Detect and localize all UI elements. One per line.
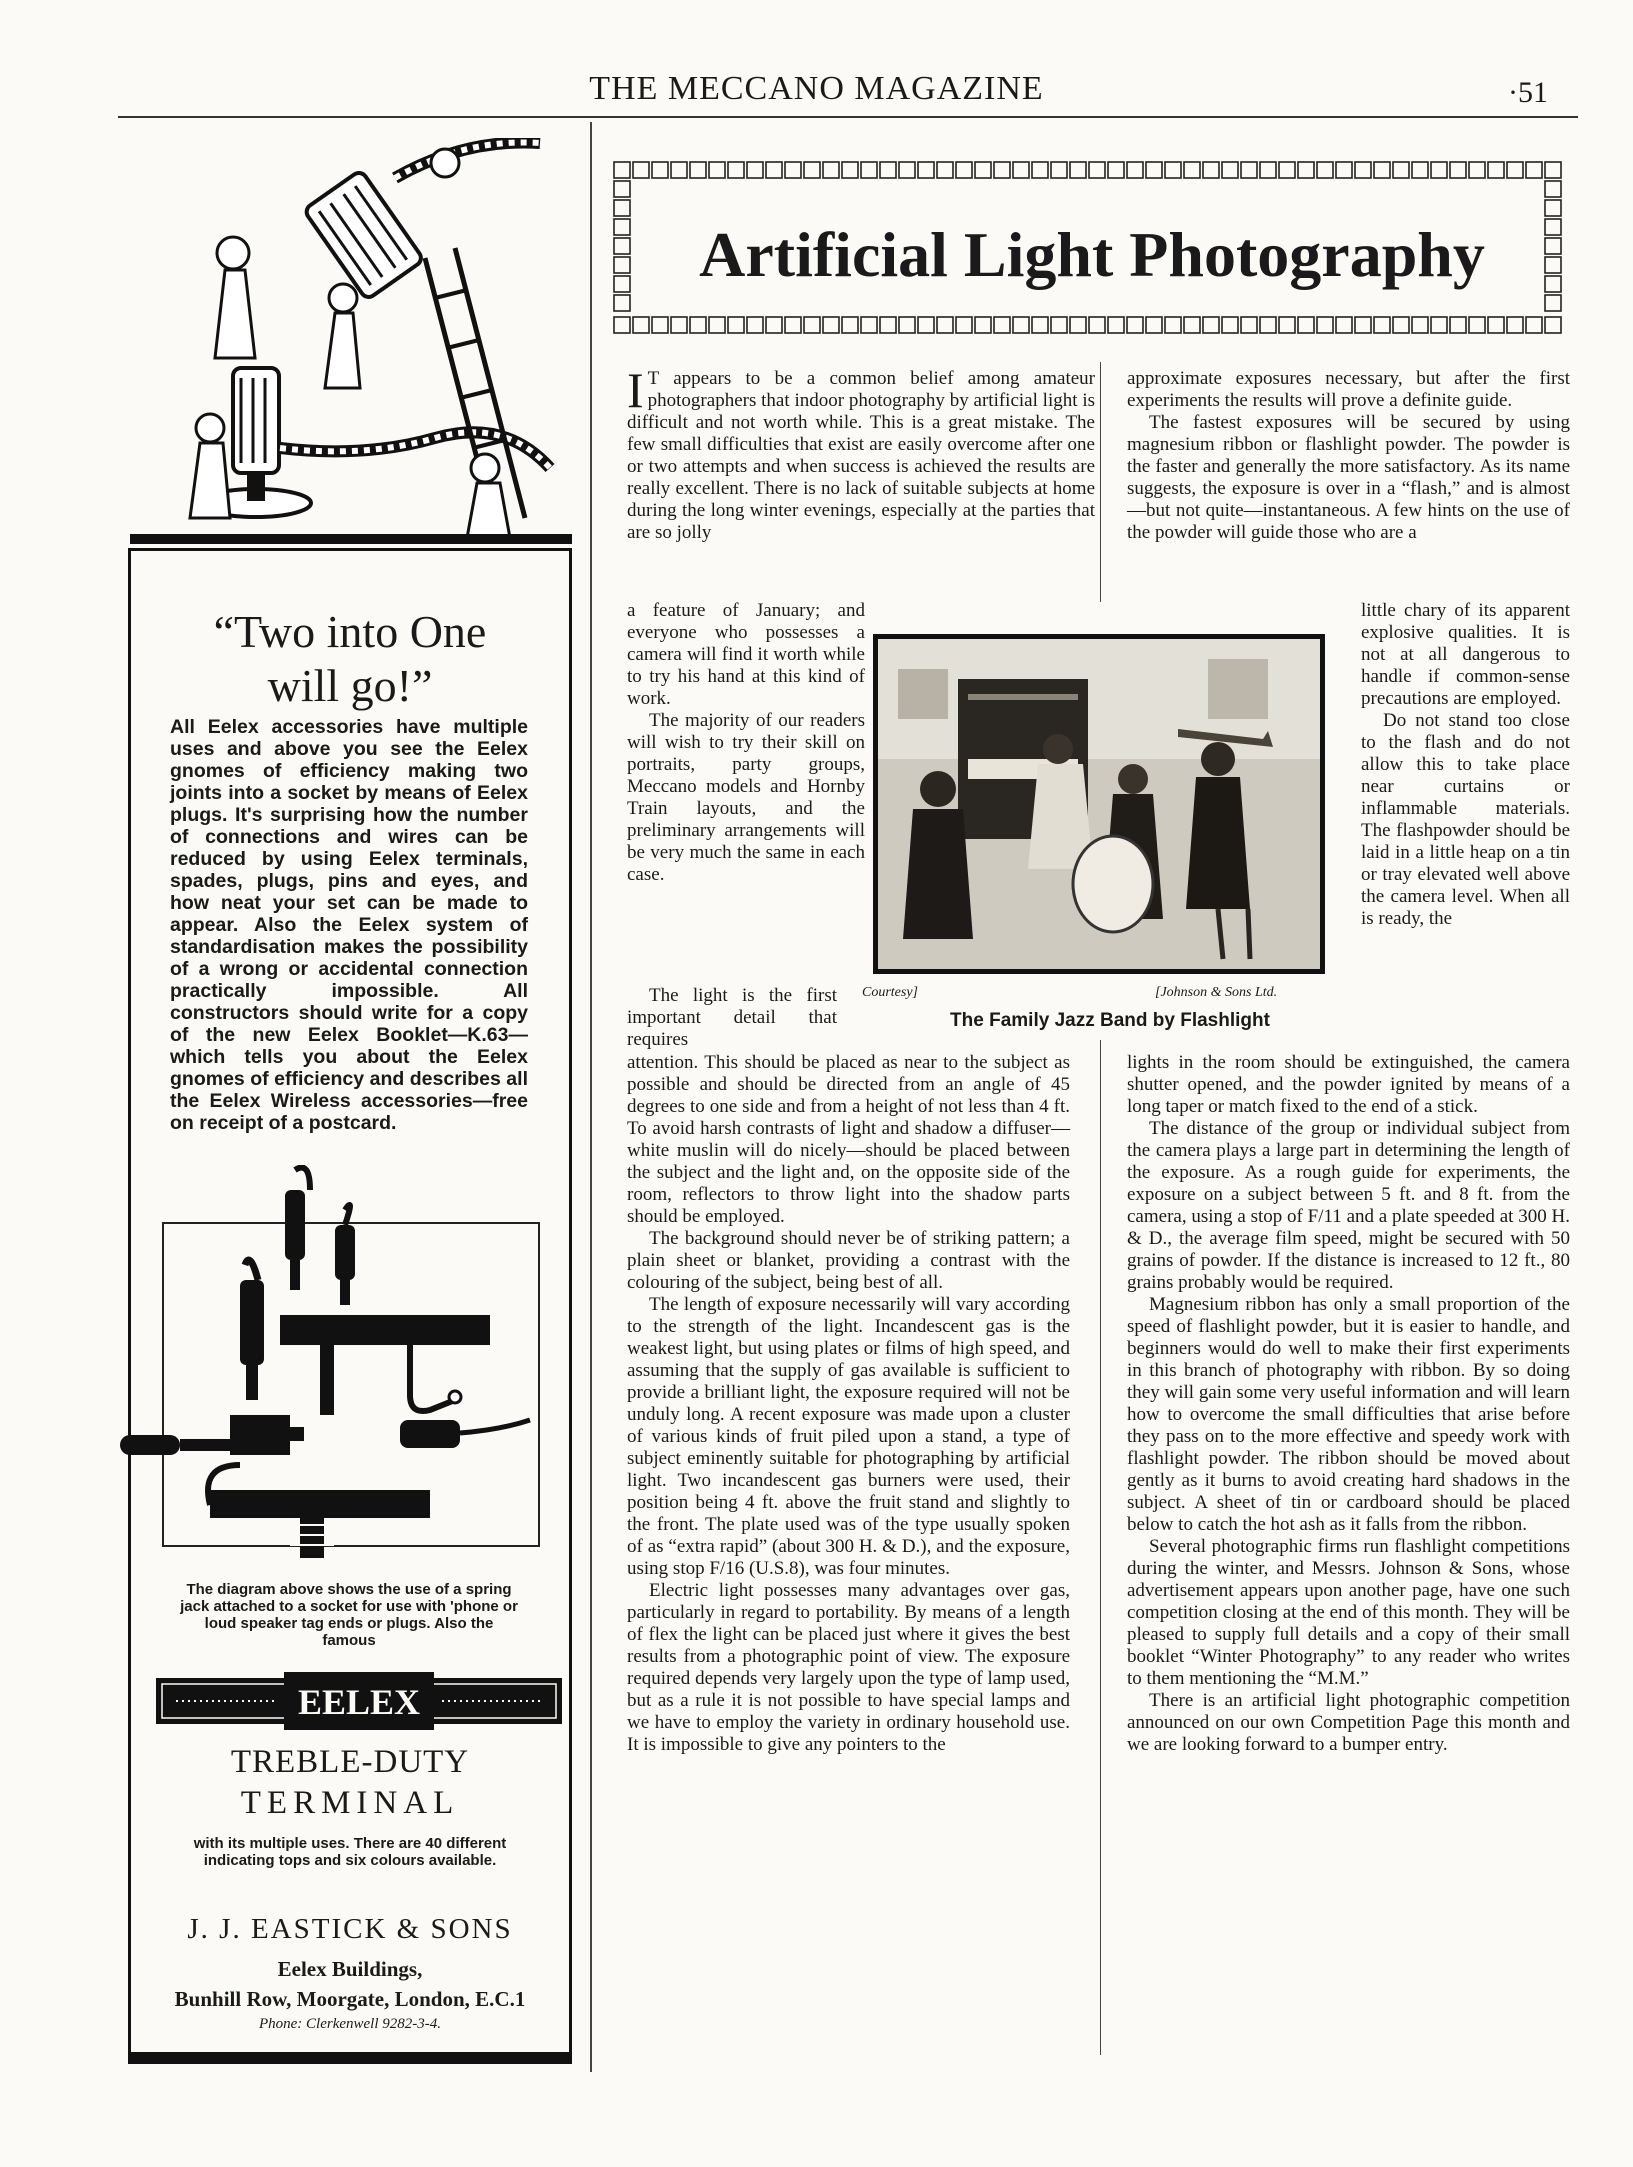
border-square bbox=[690, 317, 706, 333]
border-square bbox=[918, 162, 934, 178]
paragraph: The length of exposure necessarily will vary according to the strength of the light. Incandescent gas is the weakest light, but using plates or films of high speed, and assuming that the supply of gas available is sufficient to provide a brilliant light, the exposure required will not be unduly long. A recent exposure was made upon a cluster of various kinds of fruit piled upon a stand, a type of subject eminently suitable for photographing by artificial light. Two incandescent gas burners were used, their position being 4 ft. above the fruit stand and slightly to the front. The plate used was of the type usually spoken of as “extra rapid” (about 300 H. & D.), and the exposure, using stop F/16 (U.S.8), was four minutes. bbox=[627, 1294, 1070, 1579]
border-square bbox=[956, 162, 972, 178]
border-square bbox=[1241, 317, 1257, 333]
border-square bbox=[1469, 317, 1485, 333]
border-square bbox=[1469, 162, 1485, 178]
paragraph: The distance of the group or individual subject from the camera plays a large part in determining the length of the exposure. As a rough guide for experiments, the exposure on a subject between 5 ft. and 8 ft. from the camera, using a stop of F/11 and a plate speeded at 300 H. & D., the average film speed, might be secured with 50 grains of powder. If the distance is increased to 12 ft., 80 grains probably would be required. bbox=[1127, 1118, 1570, 1293]
diagram-caption: The diagram above shows the use of a spring jack attached to a socket for use with 'phone or loud speaker tag ends or plugs. Also the famous bbox=[180, 1581, 518, 1649]
column-rule bbox=[1100, 1040, 1101, 2055]
border-square bbox=[1431, 162, 1447, 178]
border-square bbox=[1108, 162, 1124, 178]
border-square bbox=[1203, 317, 1219, 333]
paragraph: The light is the first important detail that requires bbox=[627, 985, 837, 1050]
border-square bbox=[1146, 162, 1162, 178]
paragraph: The fastest exposures will be secured by using magnesium ribbon or flashlight powder. The powder is the faster and generally the more satisfactory. As its name suggests, the exposure is over in a “flash,” and is almost—but not quite—instantaneous. A few hints on the use of the powder will guide those who are a bbox=[1127, 412, 1570, 543]
border-square bbox=[1336, 162, 1352, 178]
right-narrow-column bbox=[1361, 600, 1570, 930]
border-square bbox=[1260, 317, 1276, 333]
border-square bbox=[1013, 162, 1029, 178]
border-square bbox=[861, 317, 877, 333]
address-line1: Eelex Buildings, bbox=[277, 1957, 423, 1981]
border-square bbox=[899, 317, 915, 333]
photo-caption: The Family Jazz Band by Flashlight bbox=[950, 1010, 1270, 1031]
border-square bbox=[994, 162, 1010, 178]
intro-text: T appears to be a common belief among amateur photographers that indoor photography by artificial light is difficult and not worth while. This is a great mistake. The few small difficulties that exist are easily overcome after one or two attempts and when success is achieved the results are really excellent. There is no lack of suitable subjects at home during the long winter evenings, especially at the parties that are so jolly bbox=[627, 368, 1095, 543]
page-number: ·51 bbox=[1508, 76, 1548, 109]
border-square bbox=[728, 162, 744, 178]
border-square bbox=[823, 162, 839, 178]
border-square bbox=[1374, 162, 1390, 178]
right-column-bottom bbox=[1127, 1052, 1570, 1756]
border-square bbox=[1488, 317, 1504, 333]
magazine-title: THE MECCANO MAGAZINE bbox=[589, 70, 1044, 107]
paragraph: The background should never be of striking pattern; a plain sheet or blanket, providing a contrast with the colouring of the subject, being best of all. bbox=[627, 1228, 1070, 1293]
border-square bbox=[633, 162, 649, 178]
ad-body-text: All Eelex accessories have multiple uses and above you see the Eelex gnomes of efficiency making two joints into a socket by means of Eelex plugs. It's surprising how the number of connections and wires can be reduced by using Eelex terminals, spades, plugs, pins and eyes, and how neat your set can be made to appear. Also the Eelex system of standardisation makes the possibility of a wrong or accidental connection practically impossible. All constructors should write for a copy of the new Eelex Booklet—K.63—which tells you about the Eelex gnomes of efficiency and describes all the Eelex Wireless accessories—free on receipt of a postcard. bbox=[170, 716, 528, 1134]
border-square bbox=[918, 317, 934, 333]
article-title: Artificial Light Photography bbox=[699, 219, 1485, 290]
photo-courtesy: Courtesy] bbox=[862, 985, 918, 1000]
ad-headline-line2: will go!” bbox=[267, 660, 433, 711]
border-square bbox=[1317, 162, 1333, 178]
border-square bbox=[1450, 162, 1466, 178]
border-square bbox=[633, 317, 649, 333]
border-square bbox=[614, 317, 630, 333]
paragraph: There is an artificial light photographic competition announced on our own Competition Page this month and we are looking forward to a bumper entry. bbox=[1127, 1690, 1570, 1755]
border-square bbox=[899, 162, 915, 178]
border-square bbox=[1412, 162, 1428, 178]
border-square bbox=[1393, 317, 1409, 333]
border-square bbox=[1260, 162, 1276, 178]
border-square bbox=[823, 317, 839, 333]
border-square bbox=[747, 317, 763, 333]
border-square bbox=[766, 317, 782, 333]
paragraph: The majority of our readers will wish to try their skill on portraits, party groups, Meccano models and Hornby Train layouts, and the preliminary arrangements will be very much the same in each case. bbox=[627, 710, 865, 885]
ad-top-bar bbox=[130, 534, 572, 544]
logo-text: EELEX bbox=[297, 1682, 421, 1722]
column-rule bbox=[1100, 362, 1101, 602]
header-rule bbox=[118, 116, 1578, 118]
border-square bbox=[1127, 162, 1143, 178]
paragraph: Electric light possesses many advantages over gas, particularly in regard to portability. By means of a length of flex the light can be placed just where it gives the best results from a photographic point of view. The exposure required depends very largely upon the type of lamp used, but as a rule it is not possible to have special lamps and we have to employ the variety in ordinary household use. It is impossible to give any pointers to the bbox=[627, 1580, 1070, 1755]
border-square bbox=[1146, 317, 1162, 333]
column-divider bbox=[590, 122, 592, 2072]
paragraph: approximate exposures necessary, but after the first experiments the results will prove a definite guide. bbox=[1127, 368, 1570, 411]
border-square bbox=[880, 317, 896, 333]
border-square bbox=[1545, 181, 1561, 197]
middle-narrow-column bbox=[627, 600, 865, 886]
border-square bbox=[1279, 162, 1295, 178]
border-square bbox=[671, 162, 687, 178]
ad-bottom-bar bbox=[128, 2052, 572, 2064]
border-square bbox=[614, 200, 630, 216]
border-square bbox=[1089, 162, 1105, 178]
border-square bbox=[1203, 162, 1219, 178]
border-square bbox=[842, 317, 858, 333]
border-square bbox=[1298, 317, 1314, 333]
border-square bbox=[956, 317, 972, 333]
border-square bbox=[690, 162, 706, 178]
border-square bbox=[1336, 317, 1352, 333]
border-square bbox=[709, 317, 725, 333]
border-square bbox=[1127, 317, 1143, 333]
paragraph: little chary of its apparent explosive qualities. It is not at all dangerous to handle if common-sense precautions are employed. bbox=[1361, 600, 1570, 709]
right-column-top bbox=[1127, 368, 1570, 544]
border-square bbox=[1488, 162, 1504, 178]
border-square bbox=[1431, 317, 1447, 333]
border-square bbox=[652, 317, 668, 333]
drop-cap: I bbox=[627, 362, 644, 418]
border-square bbox=[1184, 162, 1200, 178]
photo-image bbox=[878, 639, 1320, 969]
product-description: with its multiple uses. There are 40 different indicating tops and six colours available. bbox=[193, 1835, 507, 1869]
border-square bbox=[1032, 317, 1048, 333]
border-square bbox=[614, 295, 630, 311]
photo-credit: [Johnson & Sons Ltd. bbox=[1155, 985, 1278, 1000]
border-square bbox=[766, 162, 782, 178]
eelex-logo bbox=[156, 1672, 562, 1730]
border-square bbox=[1032, 162, 1048, 178]
border-square bbox=[1013, 317, 1029, 333]
border-square bbox=[1279, 317, 1295, 333]
border-square bbox=[842, 162, 858, 178]
border-square bbox=[880, 162, 896, 178]
border-square bbox=[1355, 317, 1371, 333]
border-square bbox=[1526, 162, 1542, 178]
border-square bbox=[1241, 162, 1257, 178]
ad-headline bbox=[140, 605, 560, 713]
border-square bbox=[804, 317, 820, 333]
article-intro bbox=[627, 362, 1095, 544]
border-square bbox=[1355, 162, 1371, 178]
border-square bbox=[1070, 317, 1086, 333]
border-square bbox=[785, 317, 801, 333]
border-square bbox=[975, 162, 991, 178]
border-square bbox=[861, 162, 877, 178]
border-square bbox=[709, 162, 725, 178]
border-square bbox=[804, 162, 820, 178]
paragraph: Magnesium ribbon has only a small proportion of the speed of flashlight powder, but it is easier to handle, and beginners would do well to make their first experiments in this branch of photography with ribbon. By so doing they will gain some very useful information and will learn how to overcome the small difficulties that arise before they pass on to the more effective and speedy work with flashlight powder. The ribbon should be moved about gently as it burns to avoid creating hard shadows in the subject. A sheet of tin or cardboard should be placed below to catch the hot ash as it falls from the ribbon. bbox=[1127, 1294, 1570, 1535]
border-square bbox=[1374, 317, 1390, 333]
border-square bbox=[1545, 162, 1561, 178]
middle-column-bottom bbox=[627, 1052, 1070, 1756]
paragraph: lights in the room should be extinguished, the camera shutter opened, and the powder ignited by means of a long taper or match fixed to the end of a stick. bbox=[1127, 1052, 1570, 1117]
paragraph: Do not stand too close to the flash and do not allow this to take place near curtains or inflammable materials. The flashpowder should be laid in a little heap on a tin or tray elevated well above the camera level. When all is ready, the bbox=[1361, 710, 1570, 929]
border-square bbox=[1051, 317, 1067, 333]
border-square bbox=[1222, 317, 1238, 333]
border-square bbox=[1184, 317, 1200, 333]
border-square bbox=[1412, 317, 1428, 333]
jazz-band-photo bbox=[873, 634, 1325, 974]
product-name-line2: TERMINAL bbox=[240, 1785, 460, 1821]
border-square bbox=[1545, 200, 1561, 216]
paragraph: Several photographic firms run flashlight competitions during the winter, and Messrs. Johnson & Sons, whose advertisement appears upon another page, have one such competition closing at the end of this month. They will be pleased to supply full details and a copy of their small booklet “Winter Photography” to any reader who writes to them mentioning the “M.M.” bbox=[1127, 1536, 1570, 1689]
border-square bbox=[1507, 162, 1523, 178]
border-square bbox=[1165, 317, 1181, 333]
border-square bbox=[1393, 162, 1409, 178]
border-square bbox=[937, 317, 953, 333]
border-square bbox=[1317, 317, 1333, 333]
middle-narrow-end bbox=[627, 985, 837, 1051]
border-square bbox=[747, 162, 763, 178]
paragraph: attention. This should be placed as near to the subject as possible and should be directed from an angle of 45 degrees to one side and from a height of not less than 4 ft. To avoid harsh contrasts of light and shadow a diffuser—white muslin will do nicely—should be placed between the subject and the light and, on the opposite side of the room, reflectors to throw light into the shadow parts should be employed. bbox=[627, 1052, 1070, 1227]
border-square bbox=[1051, 162, 1067, 178]
border-square bbox=[994, 317, 1010, 333]
phone-number: Phone: Clerkenwell 9282-3-4. bbox=[258, 2016, 442, 2032]
border-square bbox=[1108, 317, 1124, 333]
spring-jack-diagram bbox=[120, 1165, 560, 1565]
border-square bbox=[1507, 317, 1523, 333]
border-square bbox=[1298, 162, 1314, 178]
border-square bbox=[937, 162, 953, 178]
paragraph: a feature of January; and everyone who possesses a camera will find it worth while to try his hand at this kind of work. bbox=[627, 600, 865, 709]
border-square bbox=[652, 162, 668, 178]
border-square bbox=[614, 181, 630, 197]
product-name-line1: TREBLE-DUTY bbox=[230, 1744, 470, 1780]
border-square bbox=[1070, 162, 1086, 178]
border-square bbox=[1545, 317, 1561, 333]
gnomes-illustration bbox=[185, 138, 555, 548]
border-square bbox=[1526, 317, 1542, 333]
border-square bbox=[975, 317, 991, 333]
border-square bbox=[614, 162, 630, 178]
border-square bbox=[728, 317, 744, 333]
ad-headline-line1: “Two into One bbox=[213, 606, 487, 657]
border-square bbox=[1450, 317, 1466, 333]
border-square bbox=[671, 317, 687, 333]
border-square bbox=[1165, 162, 1181, 178]
address-line2: Bunhill Row, Moorgate, London, E.C.1 bbox=[174, 1987, 526, 2011]
border-square bbox=[1545, 295, 1561, 311]
company-name: J. J. EASTICK & SONS bbox=[187, 1913, 513, 1945]
border-square bbox=[785, 162, 801, 178]
border-square bbox=[1089, 317, 1105, 333]
border-square bbox=[1222, 162, 1238, 178]
